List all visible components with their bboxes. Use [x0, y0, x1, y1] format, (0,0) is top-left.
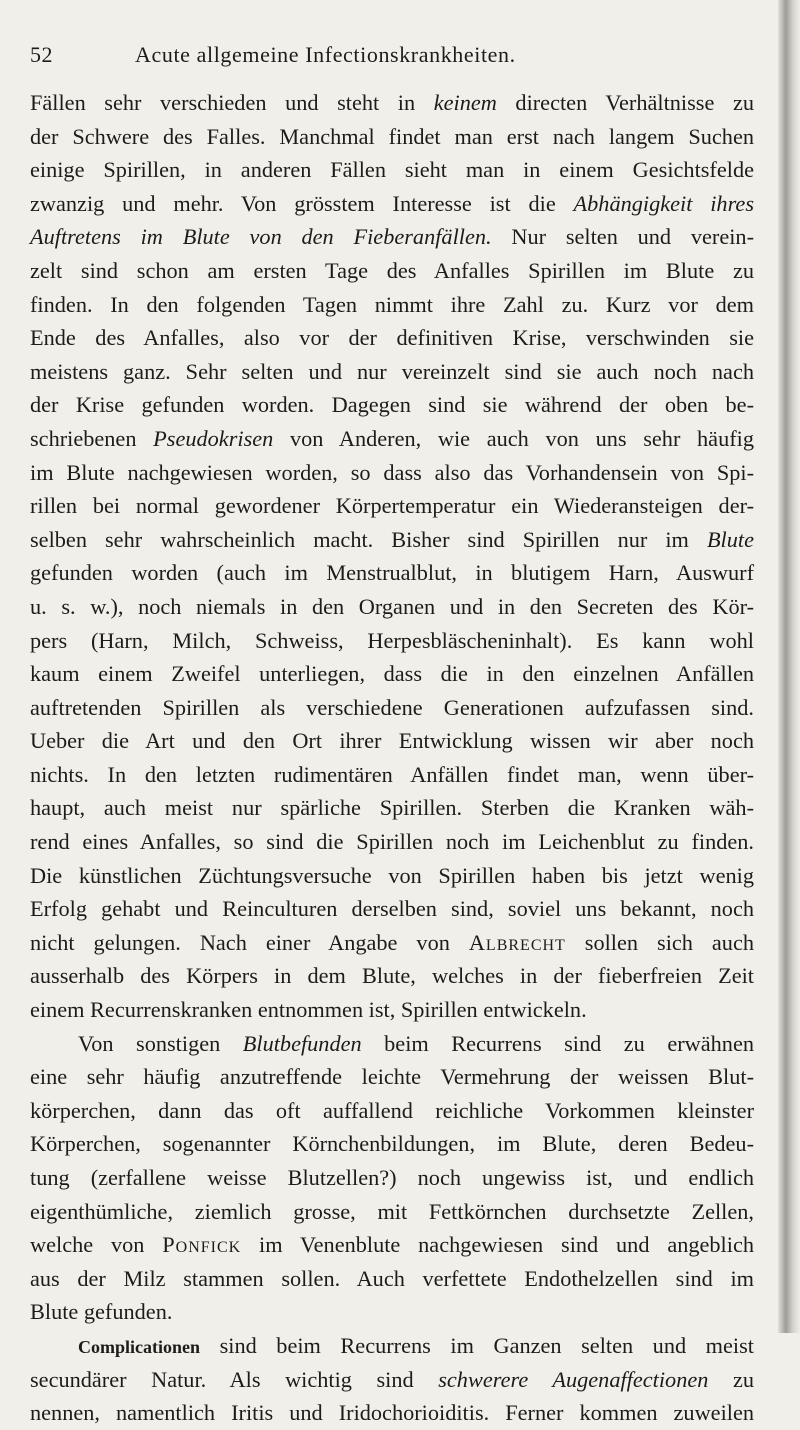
page-number: 52	[30, 42, 53, 67]
text-segment: aus der Milz stammen sollen. Auch verfettete Endothelzellen sind im	[30, 1265, 754, 1291]
text-segment: Erfolg gehabt und Reinculturen derselben sind, soviel uns bekannt, noch	[30, 896, 754, 922]
text-segment: kaum einem Zweifel unterliegen, dass die in den einzelnen Anfällen	[30, 661, 754, 687]
text-segment: schriebenen	[30, 425, 154, 451]
text-line	[30, 1363, 754, 1397]
text-segment: rend eines Anfalles, so sind die Spirillen noch im Leichenblut zu finden.	[30, 829, 754, 855]
text-line	[30, 859, 754, 893]
emphasized-text: Complicationen	[78, 1336, 201, 1357]
text-segment: nicht gelungen. Nach einer Angabe von	[30, 929, 469, 955]
text-segment: körperchen, dann das oft auffallend reichliche Vorkommen kleinster	[30, 1097, 754, 1123]
text-segment: tung (zerfallene weisse Blutzellen?) noch ungewiss ist, und endlich	[30, 1165, 754, 1190]
text-line	[30, 523, 754, 557]
text-line	[30, 791, 754, 825]
text-segment: Körperchen, sogenannter Körnchenbildungen, im Blute, deren Bedeu-	[30, 1131, 754, 1157]
page-header	[30, 42, 765, 72]
text-line	[30, 1195, 754, 1229]
text-segment: gefunden worden (auch im Menstrualblut, in blutigem Harn, Auswurf	[30, 560, 754, 586]
text-line	[30, 724, 754, 758]
text-segment: einige Spirillen, in anderen Fällen sieht man in einem Gesichtsfelde	[30, 157, 754, 183]
text-segment: im Venenblute nachgewiesen sind und angeblich	[241, 1232, 754, 1258]
emphasized-text: Blute	[706, 526, 754, 552]
emphasized-text: schwerere Augenaffectionen	[438, 1366, 709, 1392]
text-segment: eine sehr häufig anzutreffende leichte Vermehrung der weissen Blut-	[30, 1064, 754, 1090]
text-segment: secundärer Natur. Als wichtig sind	[30, 1366, 439, 1392]
text-line	[30, 590, 754, 624]
text-line	[30, 657, 754, 691]
emphasized-text: Albrecht	[468, 929, 566, 955]
text-line	[30, 120, 754, 154]
text-line	[30, 926, 754, 960]
emphasized-text: Abhängigkeit ihres	[573, 190, 754, 216]
text-segment: selben sehr wahrscheinlich macht. Bisher sind Spirillen nur im	[30, 526, 707, 552]
text-segment: ausserhalb des Körpers in dem Blute, welches in der fieberfreien Zeit	[30, 963, 754, 989]
text-segment: einem Recurrenskranken entnommen ist, Spirillen entwickeln.	[30, 997, 587, 1023]
text-line	[30, 187, 754, 221]
text-segment: zu	[708, 1366, 754, 1392]
text-segment: Blute gefunden.	[30, 1299, 173, 1325]
text-line	[30, 959, 754, 993]
page-binding-edge	[778, 0, 800, 1333]
text-segment: nennen, namentlich Iritis und Iridochorioiditis. Ferner kommen zuweilen	[30, 1400, 754, 1426]
text-segment: pers (Harn, Milch, Schweiss, Herpesbläscheninhalt). Es kann wohl	[30, 627, 754, 653]
text-segment: meistens ganz. Sehr selten und nur vereinzelt sind sie auch noch nach	[30, 358, 754, 384]
text-line	[30, 556, 754, 590]
text-segment: nichts. In den letzten rudimentären Anfällen findet man, wenn über-	[30, 761, 754, 787]
text-line	[30, 86, 754, 120]
text-line	[30, 825, 754, 859]
text-line	[30, 993, 754, 1027]
text-line	[30, 456, 754, 490]
text-segment: von Anderen, wie auch von uns sehr häufig	[273, 425, 754, 451]
text-line	[30, 1396, 754, 1430]
text-line	[30, 355, 754, 389]
text-line	[30, 321, 754, 355]
text-segment: finden. In den folgenden Tagen nimmt ihre Zahl zu. Kurz vor dem	[30, 291, 754, 317]
text-line	[30, 691, 754, 725]
text-segment: auftretenden Spirillen als verschiedene Generationen aufzufassen sind.	[30, 694, 754, 720]
emphasized-text: Auftretens im Blute von den Fieberanfällen.	[30, 224, 492, 250]
emphasized-text: Ponfick	[162, 1232, 242, 1258]
emphasized-text: keinem	[433, 90, 497, 115]
text-line	[30, 254, 754, 288]
text-segment: zwanzig und mehr. Von grösstem Interesse ist die	[30, 190, 574, 216]
text-line	[30, 1161, 754, 1195]
running-head: Acute allgemeine Infectionskrankheiten.	[135, 42, 516, 67]
text-segment: Ueber die Art und den Ort ihrer Entwicklung wissen wir aber noch	[30, 728, 754, 754]
text-line	[30, 1094, 754, 1128]
text-segment: Fällen sehr verschieden und steht in	[30, 90, 434, 115]
text-line	[30, 422, 754, 456]
text-segment: im Blute nachgewiesen worden, so dass also das Vorhandensein von Spi-	[30, 459, 754, 485]
text-segment: Von sonstigen	[78, 1030, 243, 1056]
text-line	[30, 892, 754, 926]
text-line	[30, 1060, 754, 1094]
text-segment: Nur selten und verein-	[491, 224, 755, 250]
text-line	[30, 220, 754, 254]
text-segment: rillen bei normal gewordener Körpertemperatur ein Wiederansteigen der-	[30, 493, 754, 519]
text-line	[30, 758, 754, 792]
text-line	[30, 1295, 754, 1329]
text-segment: welche von	[30, 1232, 163, 1258]
text-segment: der Krise gefunden worden. Dagegen sind sie während der oben be-	[30, 392, 754, 418]
text-segment: beim Recurrens sind zu erwähnen	[361, 1030, 754, 1056]
text-segment: haupt, auch meist nur spärliche Spirillen. Sterben die Kranken wäh-	[30, 795, 754, 821]
text-line	[30, 1329, 754, 1363]
text-segment: Die künstlichen Züchtungsversuche von Spirillen haben bis jetzt wenig	[30, 862, 754, 888]
text-segment: zelt sind schon am ersten Tage des Anfalles Spirillen im Blute zu	[30, 257, 754, 283]
text-segment: directen Verhältnisse zu	[496, 90, 754, 115]
text-line	[30, 153, 754, 187]
text-segment: Ende des Anfalles, also vor der definitiven Krise, verschwinden sie	[30, 325, 754, 351]
text-segment: u. s. w.), noch niemals in den Organen und in den Secreten des Kör-	[30, 593, 754, 619]
text-line	[30, 1027, 754, 1061]
text-segment: der Schwere des Falles. Manchmal findet man erst nach langem Suchen	[30, 123, 754, 149]
text-line	[30, 1262, 754, 1296]
text-segment: eigenthümliche, ziemlich grosse, mit Fettkörnchen durchsetzte Zellen,	[30, 1198, 754, 1224]
emphasized-text: Blutbefunden	[242, 1030, 362, 1056]
text-segment: sind beim Recurrens im Ganzen selten und meist	[200, 1332, 754, 1358]
emphasized-text: Pseudokrisen	[153, 425, 274, 451]
text-line	[30, 1228, 754, 1262]
text-line	[30, 1127, 754, 1161]
text-line	[30, 624, 754, 658]
text-segment: sollen sich auch	[565, 929, 754, 955]
text-line	[30, 388, 754, 422]
text-line	[30, 288, 754, 322]
body-text	[30, 86, 754, 1430]
text-line	[30, 489, 754, 523]
